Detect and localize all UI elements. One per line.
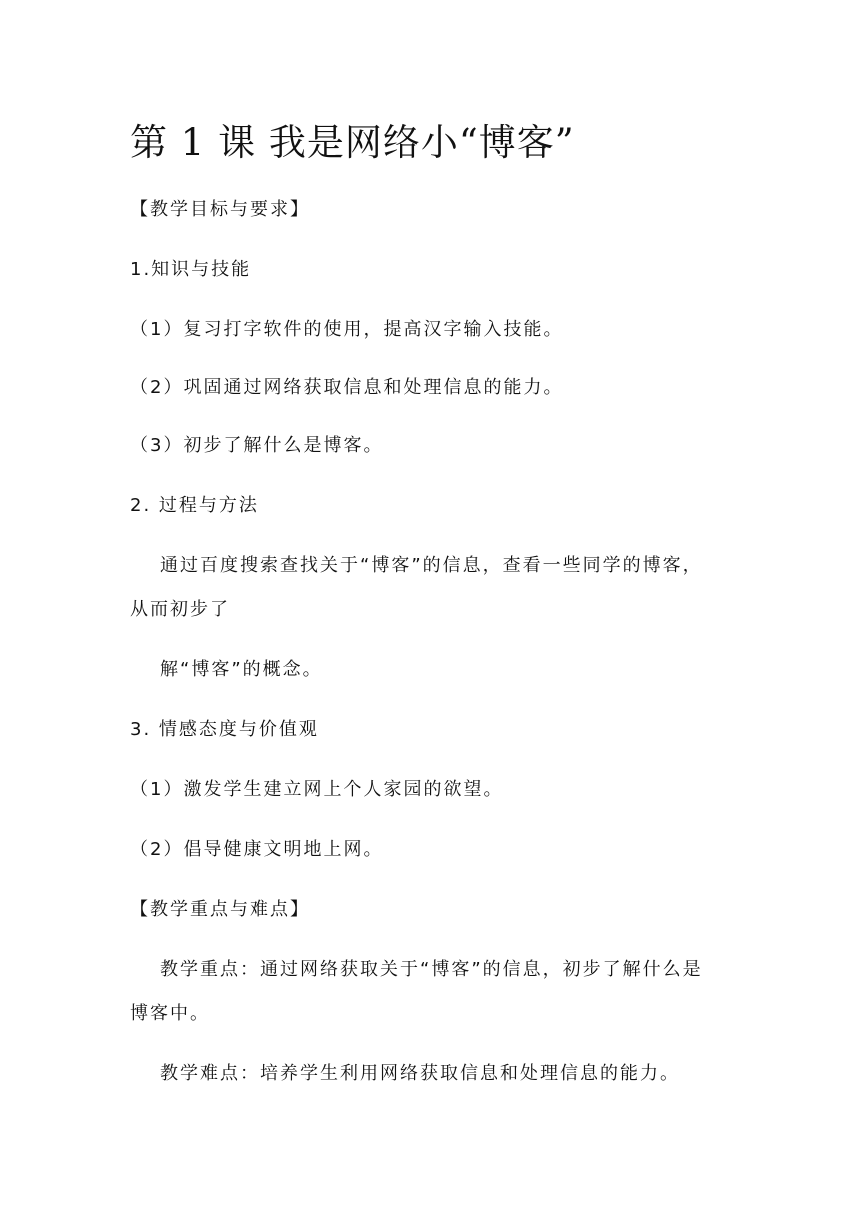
item2-paragraph-line2: 从而初步了 <box>130 599 230 620</box>
item2-heading: 2. 过程与方法 <box>130 495 259 516</box>
keypoint-line2: 博客中。 <box>130 1003 210 1024</box>
keypoint-line1: 教学重点：通过网络获取关于“博客”的信息，初步了解什么是 <box>160 959 703 980</box>
item2-paragraph-line3: 解“博客”的概念。 <box>160 659 323 680</box>
section-heading-objectives: 【教学目标与要求】 <box>130 199 310 220</box>
item3-heading: 3. 情感态度与价值观 <box>130 719 319 740</box>
lesson-title: 第 1 课 我是网络小“博客” <box>130 121 575 164</box>
item1-point3: （3）初步了解什么是博客。 <box>130 435 384 456</box>
difficulty-line: 教学难点：培养学生利用网络获取信息和处理信息的能力。 <box>160 1063 680 1084</box>
item1-point2: （2）巩固通过网络获取信息和处理信息的能力。 <box>130 377 564 398</box>
item3-point2: （2）倡导健康文明地上网。 <box>130 839 384 860</box>
item3-point1: （1）激发学生建立网上个人家园的欲望。 <box>130 779 504 800</box>
section-heading-keypoints: 【教学重点与难点】 <box>130 899 310 920</box>
item1-point1: （1）复习打字软件的使用，提高汉字输入技能。 <box>130 319 564 340</box>
item2-paragraph-line1: 通过百度搜索查找关于“博客”的信息，查看一些同学的博客， <box>160 555 703 576</box>
item1-heading: 1.知识与技能 <box>130 259 252 280</box>
